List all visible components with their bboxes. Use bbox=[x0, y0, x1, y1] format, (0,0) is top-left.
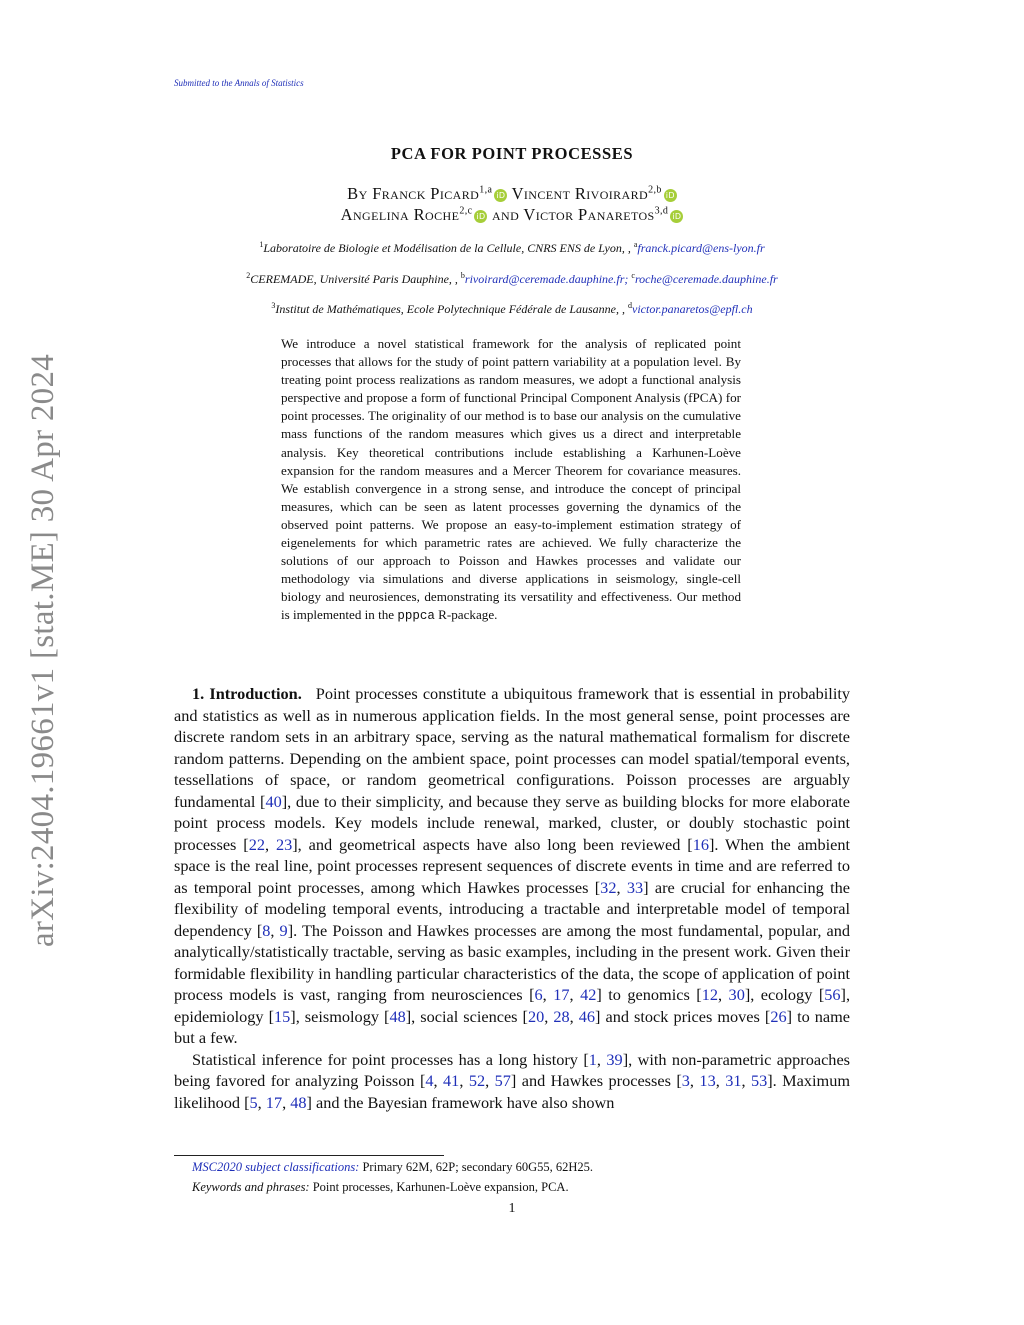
body-text: , bbox=[257, 1092, 266, 1112]
affiliation-text: Laboratoire de Biologie et Modélisation de la Cellule, CNRS ENS de Lyon, , bbox=[263, 241, 634, 255]
body-text: ], social sciences [ bbox=[405, 1006, 528, 1026]
introduction-section bbox=[174, 683, 850, 1113]
email-key: c bbox=[631, 271, 635, 280]
intro-paragraph-1 bbox=[174, 683, 850, 1049]
paper-title: PCA FOR POINT PROCESSES bbox=[390, 144, 634, 163]
author-line-2 bbox=[0, 205, 1024, 225]
body-text: , bbox=[569, 985, 581, 1004]
body-text: , bbox=[616, 877, 627, 897]
orcid-icon[interactable]: iD bbox=[476, 212, 486, 221]
citation-link[interactable]: 52 bbox=[468, 1071, 486, 1090]
author-line-1 bbox=[0, 184, 1024, 204]
citation-link[interactable]: 16 bbox=[692, 834, 709, 854]
citation-link[interactable]: 39 bbox=[606, 1049, 623, 1069]
citation-link[interactable]: 53 bbox=[750, 1071, 768, 1090]
affiliation-2 bbox=[0, 271, 1024, 287]
arxiv-id: arXiv:2404.19661v1 [stat.ME] 30 Apr 2024 bbox=[25, 353, 62, 947]
citation-link[interactable]: 41 bbox=[443, 1071, 460, 1090]
author-affiliation-mark: 2,c bbox=[459, 205, 473, 217]
affiliation-text: CEREMADE, Université Paris Dauphine, , bbox=[250, 272, 461, 286]
affiliation-text: Institut de Mathématiques, Ecole Polytechnique Fédérale de Lausanne, , bbox=[275, 302, 628, 316]
email-link[interactable]: victor.panaretos@epfl.ch bbox=[632, 302, 753, 316]
orcid-icon[interactable]: iD bbox=[496, 191, 506, 200]
citation-link[interactable]: 22 bbox=[248, 834, 265, 854]
body-text: ] and stock prices moves [ bbox=[595, 1006, 771, 1026]
citation-link[interactable]: 20 bbox=[527, 1006, 545, 1026]
body-text: , bbox=[569, 1006, 579, 1026]
body-text: ], due to their simplicity, and because they serve as building blocks for more elaborate point process models. Key models include renewal, marked, cluster, or doubly stochastic point processes [ bbox=[174, 791, 850, 854]
citation-link[interactable]: 31 bbox=[725, 1071, 742, 1090]
paragraph-runs bbox=[174, 1050, 850, 1112]
email-link[interactable]: franck.picard@ens-lyon.fr bbox=[637, 241, 765, 255]
section-title: Introduction. bbox=[209, 684, 302, 703]
arxiv-sidebar-stamp bbox=[18, 345, 70, 955]
msc-footnote bbox=[192, 1160, 593, 1175]
body-text: ]. The Poisson and Hawkes processes are among the most fundamental, popular, and analytically/statistically tractable, serving as basic examples, including in the present work. Given their formidable flexibility in handling particular characteristics of the data, the scope of application of point process models is vast, ranging from neurosciences [ bbox=[174, 920, 850, 1004]
abstract-text: We introduce a novel statistical framework for the analysis of replicated point processes that allows for the study of point pattern variability at a population level. By treating point process realizations as random measures, we adopt a functional analysis perspective and propose a form of functional Principal Component Analysis (fPCA) for point processes. The originality of our method is to base our analysis on the cumulative mass functions of the random measures which gives us a direct and interpretable analysis. Key theoretical contributions include establishing a Karhunen-Loève expansion for the random measures and a Mercer Theorem for covariance measures. We establish convergence in a strong sense, and introduce the concept of principal measures, which can be seen as latent processes governing the dynamics of the observed point patterns. We propose an easy-to-implement estimation strategy of eigenelements for which parametric rates are achieved. We fully characterize the solutions of our approach to Poisson and Hawkes processes and validate our methodology via simulations and diverse applications in seismology, single-cell biology and neurosiences, demonstrating its versatility and effectiveness. Our method is implemented in the bbox=[281, 336, 741, 623]
body-text: ], epidemiology [ bbox=[174, 985, 851, 1026]
citation-link[interactable]: 13 bbox=[699, 1071, 716, 1090]
body-text: , bbox=[264, 834, 276, 854]
orcid-icon[interactable]: iD bbox=[672, 212, 682, 221]
citation-link[interactable]: 8 bbox=[262, 920, 271, 940]
citation-link[interactable]: 23 bbox=[275, 834, 293, 854]
body-text: , bbox=[485, 1071, 495, 1090]
author-affiliation-mark: 3,d bbox=[654, 205, 669, 217]
affiliation-number: 2 bbox=[246, 271, 251, 280]
author-affiliation-mark: 2,b bbox=[648, 184, 662, 196]
email-key: a bbox=[633, 240, 638, 249]
paragraph-runs bbox=[174, 684, 850, 1047]
body-text: ] are crucial for enhancing the flexibility of modeling temporal events, introducing a tractable and interpretable model of temporal dependency [ bbox=[174, 877, 851, 940]
citation-link[interactable]: 57 bbox=[494, 1071, 511, 1090]
msc-text: Primary 62M, 62P; secondary 60G55, 62H25. bbox=[359, 1160, 594, 1174]
body-text: , bbox=[717, 985, 729, 1004]
citation-link[interactable]: 5 bbox=[249, 1092, 258, 1112]
email-key: d bbox=[628, 301, 632, 310]
citation-link[interactable]: 6 bbox=[534, 985, 543, 1004]
citation-link[interactable]: 15 bbox=[274, 1006, 291, 1026]
affiliation-number: 1 bbox=[259, 240, 264, 249]
citation-link[interactable]: 3 bbox=[681, 1071, 690, 1090]
keywords-footnote bbox=[192, 1180, 569, 1195]
citation-link[interactable]: 17 bbox=[265, 1092, 283, 1112]
citation-link[interactable]: 4 bbox=[425, 1071, 434, 1090]
citation-link[interactable]: 32 bbox=[600, 877, 617, 897]
citation-link[interactable]: 48 bbox=[290, 1092, 307, 1112]
body-text: ], with non-parametric approaches being favored for analyzing Poisson [ bbox=[174, 1049, 851, 1090]
citation-link[interactable]: 48 bbox=[389, 1006, 406, 1026]
author-name: Vincent Rivoirard bbox=[511, 184, 649, 203]
abstract bbox=[281, 335, 741, 626]
page-number: 1 bbox=[508, 1201, 516, 1216]
intro-paragraph-2 bbox=[174, 1049, 850, 1114]
journal-header: Submitted to the Annals of Statistics bbox=[174, 78, 304, 88]
email-link[interactable]: rivoirard@ceremade.dauphine.fr; bbox=[464, 272, 629, 286]
author-name: Franck Picard bbox=[372, 184, 480, 203]
citation-link[interactable]: 9 bbox=[279, 920, 288, 940]
citation-link[interactable]: 33 bbox=[626, 877, 644, 897]
citation-link[interactable]: 30 bbox=[728, 985, 745, 1004]
section-number: 1. bbox=[192, 684, 205, 703]
citation-link[interactable]: 40 bbox=[265, 791, 282, 811]
affiliation-3 bbox=[0, 301, 1024, 317]
body-text: , bbox=[270, 920, 280, 940]
body-text: ] and Hawkes processes [ bbox=[510, 1071, 682, 1090]
citation-link[interactable]: 56 bbox=[824, 985, 841, 1004]
citation-link[interactable]: 1 bbox=[588, 1049, 597, 1069]
author-affiliation-mark: 1,a bbox=[479, 184, 493, 196]
package-name: pppca bbox=[397, 609, 435, 624]
keywords-label: Keywords and phrases: bbox=[192, 1180, 310, 1194]
body-text: ] and the Bayesian framework have also shown bbox=[306, 1092, 615, 1112]
by-label: By bbox=[347, 184, 368, 203]
body-text: ]. When the ambient space is the real line, point processes represent sequences of discrete events in time and are referred to as temporal point processes, among which Hawkes processes [ bbox=[174, 834, 851, 897]
and-label: and bbox=[491, 205, 520, 224]
citation-link[interactable]: 17 bbox=[553, 985, 570, 1004]
email-key: b bbox=[460, 271, 465, 280]
footnote-rule bbox=[174, 1155, 444, 1156]
affiliation-1 bbox=[0, 240, 1024, 256]
affiliation-number: 3 bbox=[271, 301, 276, 310]
body-text: , bbox=[542, 985, 554, 1004]
author-name: Victor Panaretos bbox=[523, 205, 655, 224]
body-text: , bbox=[689, 1071, 700, 1090]
body-text: ], and geometrical aspects have also long been reviewed [ bbox=[292, 834, 693, 854]
msc-link[interactable]: MSC2020 subject classifications: bbox=[192, 1160, 360, 1174]
body-text: , bbox=[433, 1071, 444, 1090]
citation-link[interactable]: 46 bbox=[578, 1006, 596, 1026]
citation-link[interactable]: 28 bbox=[553, 1006, 570, 1026]
body-text: ], ecology [ bbox=[744, 985, 825, 1004]
body-text: Point processes constitute a ubiquitous framework that is essential in probability and statistics as well as in numerous application fields. In the most general sense, point processes are discrete random sets in an arbitrary space, serving as the natural mathematical formalism for discrete random patterns. Depending on the ambient space, point processes can model spatial/temporal events, tessellations of space, or random geometrical configurations. Poisson processes are arguably fundamental [ bbox=[174, 684, 851, 811]
citation-link[interactable]: 26 bbox=[770, 1006, 787, 1026]
body-text: ] to genomics [ bbox=[596, 985, 702, 1004]
citation-link[interactable]: 12 bbox=[701, 985, 718, 1004]
body-text: ]. Maximum likelihood [ bbox=[174, 1071, 851, 1112]
body-text: , bbox=[715, 1071, 726, 1090]
keywords-text: Point processes, Karhunen-Loève expansion, PCA. bbox=[309, 1180, 569, 1194]
body-text: , bbox=[459, 1071, 469, 1090]
orcid-icon[interactable]: iD bbox=[665, 191, 675, 200]
email-link[interactable]: roche@ceremade.dauphine.fr bbox=[634, 272, 778, 286]
citation-link[interactable]: 42 bbox=[580, 985, 597, 1004]
abstract-end: R-package. bbox=[434, 607, 498, 623]
body-text: ] to name but a few. bbox=[174, 1006, 851, 1047]
body-text: ], seismology [ bbox=[290, 1006, 390, 1026]
body-text: , bbox=[282, 1092, 291, 1112]
author-name: Angelina Roche bbox=[340, 205, 460, 224]
body-text: Statistical inference for point processes has a long history [ bbox=[192, 1049, 589, 1069]
body-text: , bbox=[741, 1071, 751, 1090]
body-text: , bbox=[544, 1006, 554, 1026]
body-text: , bbox=[596, 1049, 607, 1069]
